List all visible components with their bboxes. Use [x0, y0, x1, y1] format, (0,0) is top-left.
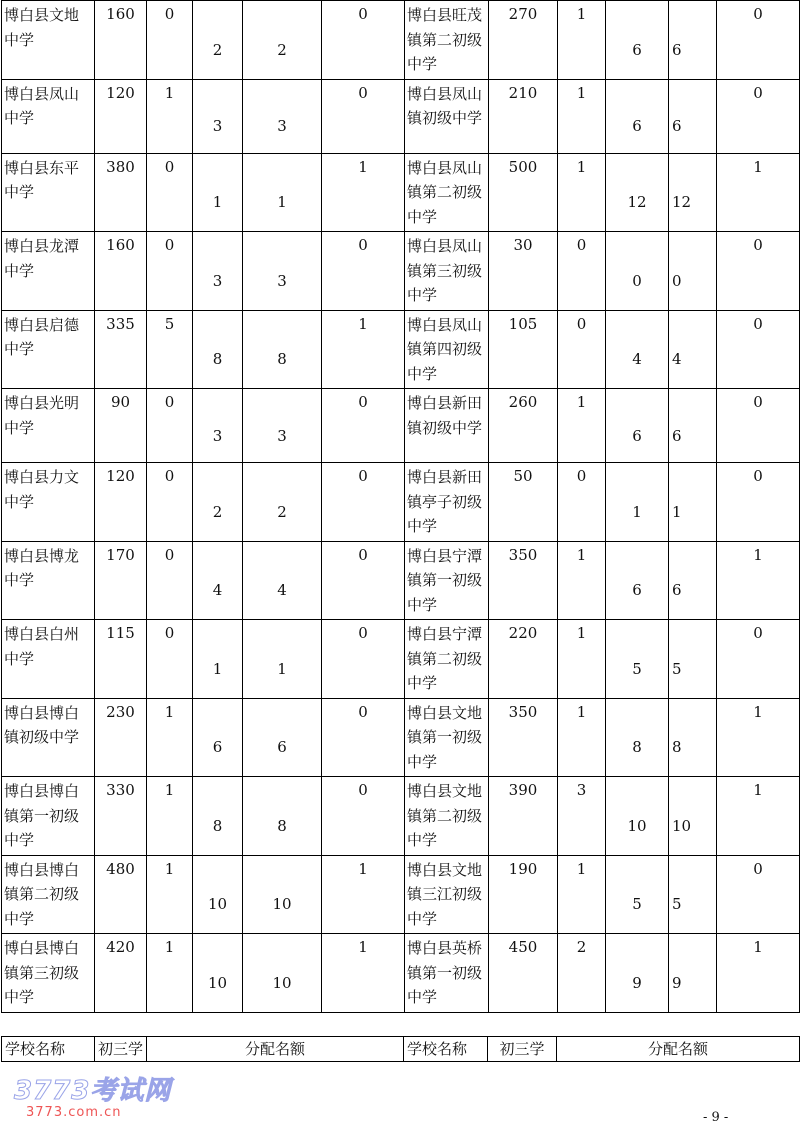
- school-name-right: 博白县文地镇第一初级中学: [405, 698, 489, 777]
- quota-d-left: 0: [322, 777, 405, 856]
- school-name-right: 博白县文地镇三江初级中学: [405, 855, 489, 934]
- school-name-right: 博白县凤山镇第二初级中学: [405, 153, 489, 232]
- students-left: 90: [95, 389, 147, 463]
- students-right: 210: [489, 79, 558, 153]
- students-left: 230: [95, 698, 147, 777]
- table-row: [2, 620, 800, 699]
- students-left: 120: [95, 463, 147, 542]
- quota-c-left: 3: [243, 79, 322, 153]
- quota-c-left: 8: [243, 310, 322, 389]
- header-quota-right: 分配名额: [557, 1037, 800, 1062]
- header-students-right: 初三学: [488, 1037, 557, 1062]
- school-name-left: 博白县东平中学: [2, 153, 95, 232]
- quota-b-right: 6: [606, 79, 669, 153]
- school-name-left: 博白县白州中学: [2, 620, 95, 699]
- students-right: 50: [489, 463, 558, 542]
- school-name-right: 博白县凤山镇初级中学: [405, 79, 489, 153]
- students-right: 190: [489, 855, 558, 934]
- students-right: 350: [489, 541, 558, 620]
- quota-d-right: 0: [717, 855, 800, 934]
- watermark-site-text: 3773.com.cn: [26, 1105, 122, 1120]
- quota-b-left: 4: [193, 541, 243, 620]
- quota-d-right: 1: [717, 698, 800, 777]
- table-row: [2, 698, 800, 777]
- quota-c-left: 6: [243, 698, 322, 777]
- header-school-name-right: 学校名称: [404, 1037, 488, 1062]
- quota-c-right: 6: [669, 1, 717, 80]
- quota-b-left: 8: [193, 310, 243, 389]
- quota-d-right: 1: [717, 153, 800, 232]
- school-name-left: 博白县光明中学: [2, 389, 95, 463]
- school-name-left: 博白县博白镇第三初级中学: [2, 934, 95, 1013]
- quota-a-left: 0: [147, 541, 193, 620]
- quota-d-right: 0: [717, 79, 800, 153]
- watermark-logo-text: 3773考试网: [14, 1076, 172, 1106]
- quota-c-right: 6: [669, 389, 717, 463]
- school-name-right: 博白县旺茂镇第二初级中学: [405, 1, 489, 80]
- quota-a-left: 0: [147, 153, 193, 232]
- quota-d-right: 1: [717, 934, 800, 1013]
- quota-c-left: 1: [243, 153, 322, 232]
- quota-c-left: 2: [243, 1, 322, 80]
- quota-d-right: 0: [717, 310, 800, 389]
- quota-a-left: 1: [147, 79, 193, 153]
- quota-a-left: 0: [147, 620, 193, 699]
- students-right: 260: [489, 389, 558, 463]
- quota-a-right: 1: [558, 153, 606, 232]
- school-name-right: 博白县新田镇亭子初级中学: [405, 463, 489, 542]
- quota-table: [1, 0, 800, 1013]
- school-name-left: 博白县启德中学: [2, 310, 95, 389]
- quota-a-left: 0: [147, 463, 193, 542]
- students-left: 480: [95, 855, 147, 934]
- school-name-right: 博白县宁潭镇第二初级中学: [405, 620, 489, 699]
- students-left: 120: [95, 79, 147, 153]
- quota-b-right: 5: [606, 620, 669, 699]
- quota-d-left: 0: [322, 79, 405, 153]
- quota-b-left: 6: [193, 698, 243, 777]
- quota-b-right: 6: [606, 1, 669, 80]
- quota-d-left: 1: [322, 310, 405, 389]
- watermark-logo: [14, 1070, 171, 1120]
- quota-a-right: 1: [558, 1, 606, 80]
- quota-a-right: 1: [558, 389, 606, 463]
- students-left: 330: [95, 777, 147, 856]
- quota-d-right: 1: [717, 541, 800, 620]
- table-row: [2, 541, 800, 620]
- quota-c-left: 2: [243, 463, 322, 542]
- students-left: 380: [95, 153, 147, 232]
- school-name-left: 博白县博白镇第一初级中学: [2, 777, 95, 856]
- school-name-left: 博白县力文中学: [2, 463, 95, 542]
- quota-a-left: 1: [147, 698, 193, 777]
- table-row: [2, 777, 800, 856]
- table-row: [2, 855, 800, 934]
- quota-d-right: 0: [717, 389, 800, 463]
- quota-b-right: 8: [606, 698, 669, 777]
- table-row: [2, 463, 800, 542]
- quota-b-left: 10: [193, 934, 243, 1013]
- students-right: 30: [489, 232, 558, 311]
- quota-a-left: 5: [147, 310, 193, 389]
- quota-d-left: 0: [322, 1, 405, 80]
- quota-a-right: 0: [558, 463, 606, 542]
- quota-a-left: 0: [147, 389, 193, 463]
- quota-c-right: 4: [669, 310, 717, 389]
- quota-c-left: 10: [243, 934, 322, 1013]
- quota-b-left: 3: [193, 79, 243, 153]
- quota-b-right: 0: [606, 232, 669, 311]
- quota-b-left: 3: [193, 232, 243, 311]
- quota-b-right: 10: [606, 777, 669, 856]
- quota-b-right: 6: [606, 541, 669, 620]
- quota-a-right: 1: [558, 855, 606, 934]
- quota-d-left: 0: [322, 389, 405, 463]
- quota-c-right: 9: [669, 934, 717, 1013]
- quota-a-left: 1: [147, 777, 193, 856]
- quota-a-right: 0: [558, 232, 606, 311]
- school-name-right: 博白县凤山镇第三初级中学: [405, 232, 489, 311]
- quota-d-left: 1: [322, 855, 405, 934]
- school-name-right: 博白县宁潭镇第一初级中学: [405, 541, 489, 620]
- quota-a-right: 0: [558, 310, 606, 389]
- quota-a-left: 0: [147, 1, 193, 80]
- quota-b-left: 8: [193, 777, 243, 856]
- school-name-left: 博白县文地中学: [2, 1, 95, 80]
- students-right: 220: [489, 620, 558, 699]
- students-left: 335: [95, 310, 147, 389]
- quota-b-left: 10: [193, 855, 243, 934]
- students-right: 500: [489, 153, 558, 232]
- quota-d-right: 0: [717, 232, 800, 311]
- table-row: [2, 153, 800, 232]
- students-left: 160: [95, 232, 147, 311]
- table-row: [2, 934, 800, 1013]
- quota-b-left: 2: [193, 463, 243, 542]
- quota-b-right: 12: [606, 153, 669, 232]
- students-right: 350: [489, 698, 558, 777]
- quota-a-right: 1: [558, 620, 606, 699]
- school-name-left: 博白县博白镇初级中学: [2, 698, 95, 777]
- quota-c-right: 6: [669, 541, 717, 620]
- quota-c-right: 12: [669, 153, 717, 232]
- quota-c-right: 6: [669, 79, 717, 153]
- quota-d-right: 1: [717, 777, 800, 856]
- quota-b-right: 1: [606, 463, 669, 542]
- quota-c-right: 8: [669, 698, 717, 777]
- quota-d-left: 1: [322, 153, 405, 232]
- column-header-row: [1, 1036, 800, 1062]
- table-body: [2, 1, 800, 1013]
- students-left: 420: [95, 934, 147, 1013]
- header-students-left: 初三学: [95, 1037, 147, 1062]
- quota-b-left: 1: [193, 620, 243, 699]
- students-left: 160: [95, 1, 147, 80]
- quota-b-right: 9: [606, 934, 669, 1013]
- quota-c-left: 1: [243, 620, 322, 699]
- table-row: [2, 79, 800, 153]
- quota-d-left: 0: [322, 463, 405, 542]
- page-number: - 9 -: [703, 1110, 729, 1125]
- table-row: [2, 1, 800, 80]
- quota-a-right: 2: [558, 934, 606, 1013]
- school-name-right: 博白县文地镇第二初级中学: [405, 777, 489, 856]
- table-row: [2, 389, 800, 463]
- table-row: [2, 232, 800, 311]
- students-left: 170: [95, 541, 147, 620]
- school-name-left: 博白县博白镇第二初级中学: [2, 855, 95, 934]
- quota-a-left: 0: [147, 232, 193, 311]
- students-right: 450: [489, 934, 558, 1013]
- quota-b-right: 4: [606, 310, 669, 389]
- quota-b-left: 3: [193, 389, 243, 463]
- quota-c-right: 5: [669, 620, 717, 699]
- quota-d-right: 0: [717, 620, 800, 699]
- quota-c-right: 10: [669, 777, 717, 856]
- quota-d-left: 0: [322, 541, 405, 620]
- quota-c-left: 10: [243, 855, 322, 934]
- students-right: 105: [489, 310, 558, 389]
- quota-a-right: 1: [558, 541, 606, 620]
- quota-a-left: 1: [147, 855, 193, 934]
- header-quota-left: 分配名额: [147, 1037, 404, 1062]
- students-right: 390: [489, 777, 558, 856]
- quota-a-left: 1: [147, 934, 193, 1013]
- quota-d-right: 0: [717, 1, 800, 80]
- students-left: 115: [95, 620, 147, 699]
- quota-c-left: 8: [243, 777, 322, 856]
- quota-c-right: 0: [669, 232, 717, 311]
- quota-b-left: 1: [193, 153, 243, 232]
- header-school-name-left: 学校名称: [2, 1037, 95, 1062]
- school-name-left: 博白县龙潭中学: [2, 232, 95, 311]
- quota-c-left: 4: [243, 541, 322, 620]
- quota-b-right: 5: [606, 855, 669, 934]
- quota-c-left: 3: [243, 389, 322, 463]
- quota-d-left: 1: [322, 934, 405, 1013]
- quota-d-left: 0: [322, 620, 405, 699]
- school-name-right: 博白县英桥镇第一初级中学: [405, 934, 489, 1013]
- quota-c-left: 3: [243, 232, 322, 311]
- school-name-left: 博白县凤山中学: [2, 79, 95, 153]
- quota-d-right: 0: [717, 463, 800, 542]
- quota-d-left: 0: [322, 232, 405, 311]
- quota-a-right: 1: [558, 698, 606, 777]
- quota-c-right: 1: [669, 463, 717, 542]
- quota-b-left: 2: [193, 1, 243, 80]
- quota-c-right: 5: [669, 855, 717, 934]
- school-name-right: 博白县凤山镇第四初级中学: [405, 310, 489, 389]
- quota-d-left: 0: [322, 698, 405, 777]
- quota-a-right: 3: [558, 777, 606, 856]
- school-name-right: 博白县新田镇初级中学: [405, 389, 489, 463]
- quota-a-right: 1: [558, 79, 606, 153]
- quota-b-right: 6: [606, 389, 669, 463]
- school-name-left: 博白县博龙中学: [2, 541, 95, 620]
- table-row: [2, 310, 800, 389]
- students-right: 270: [489, 1, 558, 80]
